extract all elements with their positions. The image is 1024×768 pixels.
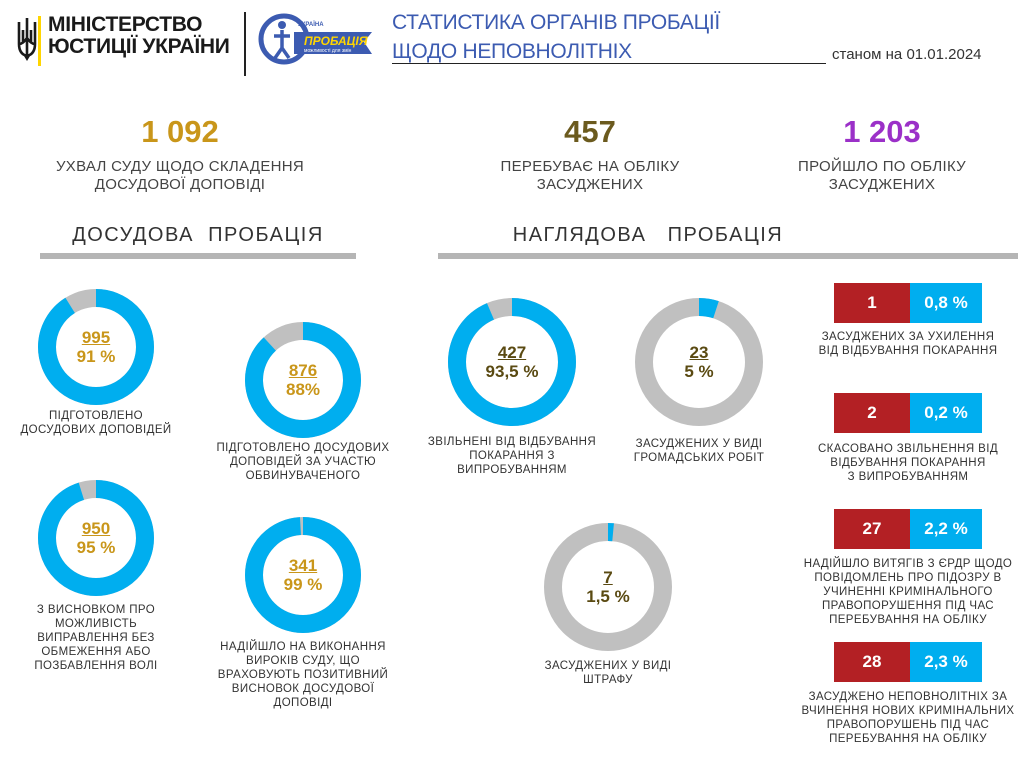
stat-percent: 2,3 % [910, 642, 982, 682]
caption-line: ДОСУДОВИХ ДОПОВІДЕЙ [20, 424, 172, 436]
stat-box-evasion [834, 283, 982, 323]
caption-line: ВІД ВІДБУВАННЯ ПОКАРАННЯ [818, 345, 998, 357]
donut-probation-release [430, 280, 594, 444]
caption-line: ЗАСУДЖЕНИХ ЗА УХИЛЕННЯ [821, 331, 995, 343]
donut-caption [518, 659, 698, 687]
caption-line: ПІДГОТОВЛЕНО [48, 410, 144, 422]
section-title-supervisory: НАГЛЯДОВА ПРОБАЦІЯ [512, 224, 784, 246]
stat-count: 2 [834, 393, 910, 433]
stat-percent: 0,2 % [910, 393, 982, 433]
donut-caption [422, 435, 602, 477]
caption-line: ПЕРЕБУВАННЯ НА ОБЛІКУ [829, 614, 987, 626]
kpi-label-line1: УХВАЛ СУДУ ЩОДО СКЛАДЕННЯ [55, 158, 305, 175]
caption-line: ГРОМАДСЬКИХ РОБІТ [633, 452, 765, 464]
donut-value: 950 [81, 519, 111, 538]
donut-correction-without-restriction [20, 462, 172, 614]
donut-center-label [227, 304, 379, 456]
donut-percent: 99 % [283, 575, 323, 594]
caption-line: З ВИСНОВКОМ ПРО [36, 604, 156, 616]
probation-logo [254, 12, 376, 66]
caption-line: НАДІЙШЛО НА ВИКОНАННЯ [220, 641, 386, 653]
caption-line: ДОПОВІДЕЙ ЗА УЧАСТЮ [229, 456, 377, 468]
donut-value: 427 [497, 343, 527, 362]
donut-center-label [20, 462, 172, 614]
section-rule-pretrial [40, 253, 356, 259]
stat-caption [792, 557, 1024, 627]
flag-bar [38, 16, 41, 66]
header-divider [244, 12, 246, 76]
section-title-pretrial: ДОСУДОВА ПРОБАЦІЯ [72, 224, 324, 246]
caption-line: ПОКАРАННЯ З [469, 450, 555, 462]
donut-value: 7 [603, 568, 613, 587]
donut-caption [203, 441, 403, 483]
stat-percent: 0,8 % [910, 283, 982, 323]
stat-caption [792, 690, 1024, 746]
donut-percent: 1,5 % [586, 587, 630, 606]
caption-line: ВЧИНЕННЯ НОВИХ КРИМІНАЛЬНИХ [801, 705, 1015, 717]
caption-line: ВИРОКІВ СУДУ, ЩО [246, 655, 360, 667]
donut-center-label [617, 280, 781, 444]
donut-center-label [430, 280, 594, 444]
donut-percent: 5 % [684, 362, 714, 381]
stat-count: 28 [834, 642, 910, 682]
caption-line: УЧИНЕННІ КРИМІНАЛЬНОГО [823, 586, 993, 598]
caption-line: ЗАСУДЖЕНИХ У ВИДІ [635, 438, 763, 450]
caption-line: НАДІЙШЛО ВИТЯГІВ З ЄРДР ЩОДО [803, 558, 1013, 570]
kpi-value: 1 203 [843, 114, 921, 149]
kpi-label-line2: ЗАСУДЖЕНИХ [536, 176, 644, 193]
donut-value: 23 [689, 343, 709, 362]
caption-line: СКАСОВАНО ЗВІЛЬНЕННЯ ВІД [817, 443, 999, 455]
probation-logo-line1: УКРАЇНА [298, 22, 324, 28]
caption-line: ШТРАФУ [583, 674, 633, 686]
donut-reports-with-accused [227, 304, 379, 456]
donut-percent: 95 % [76, 538, 116, 557]
donut-caption [6, 409, 186, 437]
stat-caption [798, 442, 1018, 484]
caption-line: З ВИПРОБУВАННЯМ [847, 471, 969, 483]
stat-box-revoked [834, 393, 982, 433]
donut-caption [203, 640, 403, 710]
donut-fine [526, 505, 690, 669]
kpi-label-line1: ПРОЙШЛО ПО ОБЛІКУ [797, 158, 966, 175]
donut-caption [6, 603, 186, 673]
kpi-value: 457 [564, 114, 616, 149]
kpi-court-rulings [20, 114, 340, 194]
donut-positive-conclusion-verdicts [227, 499, 379, 651]
stat-count: 27 [834, 509, 910, 549]
report-title-line1: СТАТИСТИКА ОРГАНІВ ПРОБАЦІЇ [392, 11, 720, 34]
caption-line: ВИПРАВЛЕННЯ БЕЗ [37, 632, 155, 644]
donut-center-label [526, 505, 690, 669]
title-underline [392, 63, 826, 64]
caption-line: ДОПОВІДІ [273, 697, 333, 709]
donut-center-label [20, 271, 172, 423]
kpi-label-line2: ДОСУДОВОЇ ДОПОВІДІ [94, 176, 266, 193]
caption-line: ЗВІЛЬНЕНІ ВІД ВІДБУВАННЯ [427, 436, 597, 448]
donut-community-service [617, 280, 781, 444]
kpi-value: 1 092 [141, 114, 219, 149]
caption-line: ЗАСУДЖЕНИХ У ВИДІ [544, 660, 672, 672]
ministry-name [48, 14, 230, 58]
kpi-label-line2: ЗАСУДЖЕНИХ [828, 176, 936, 193]
stat-count: 1 [834, 283, 910, 323]
kpi-registered [430, 114, 750, 194]
probation-logo-line3: можливості для змін [304, 48, 352, 54]
caption-line: ОБМЕЖЕННЯ АБО [41, 646, 151, 658]
donut-value: 876 [288, 361, 318, 380]
caption-line: ВИСНОВОК ДОСУДОВОЇ [231, 683, 375, 695]
donut-prepared-reports [20, 271, 172, 423]
caption-line: ВРАХОВУЮТЬ ПОЗИТИВНИЙ [217, 669, 389, 681]
stat-box-suspicion [834, 509, 982, 549]
donut-center-label [227, 499, 379, 651]
stat-box-new-offences [834, 642, 982, 682]
caption-line: ОБВИНУВАЧЕНОГО [245, 470, 361, 482]
kpi-passed [722, 114, 1024, 194]
ministry-line2: ЮСТИЦІЇ УКРАЇНИ [48, 35, 230, 58]
donut-percent: 88% [285, 380, 321, 399]
caption-line: ПІДГОТОВЛЕНО ДОСУДОВИХ [216, 442, 390, 454]
caption-line: ВІДБУВАННЯ ПОКАРАННЯ [830, 457, 986, 469]
stat-caption [798, 330, 1018, 358]
caption-line: ВИПРОБУВАННЯМ [457, 464, 567, 476]
probation-logo-line2: ПРОБАЦІЯ [304, 34, 368, 48]
as-of-date: станом на 01.01.2024 [832, 46, 982, 63]
caption-line: ПОЗБАВЛЕННЯ ВОЛІ [34, 660, 158, 672]
donut-caption [609, 437, 789, 465]
caption-line: ЗАСУДЖЕНО НЕПОВНОЛІТНІХ ЗА [808, 691, 1008, 703]
donut-value: 341 [288, 556, 318, 575]
donut-value: 995 [81, 328, 111, 347]
report-title [392, 8, 720, 66]
section-rule-supervisory [438, 253, 1018, 259]
stat-percent: 2,2 % [910, 509, 982, 549]
donut-percent: 91 % [76, 347, 116, 366]
trident-icon [16, 16, 38, 62]
caption-line: МОЖЛИВІСТЬ [54, 618, 138, 630]
kpi-label-line1: ПЕРЕБУВАЄ НА ОБЛІКУ [500, 158, 680, 175]
caption-line: ПРАВОПОРУШЕНЬ ПІД ЧАС [826, 719, 990, 731]
ministry-line1: МІНІСТЕРСТВО [48, 13, 203, 36]
caption-line: ПЕРЕБУВАННЯ НА ОБЛІКУ [829, 733, 987, 745]
caption-line: ПРАВОПОРУШЕННЯ ПІД ЧАС [822, 600, 994, 612]
report-title-line2: ЩОДО НЕПОВНОЛІТНІХ [392, 40, 632, 63]
caption-line: ПОВІДОМЛЕНЬ ПРО ПІДОЗРУ В [814, 572, 1002, 584]
donut-percent: 93,5 % [485, 362, 539, 381]
